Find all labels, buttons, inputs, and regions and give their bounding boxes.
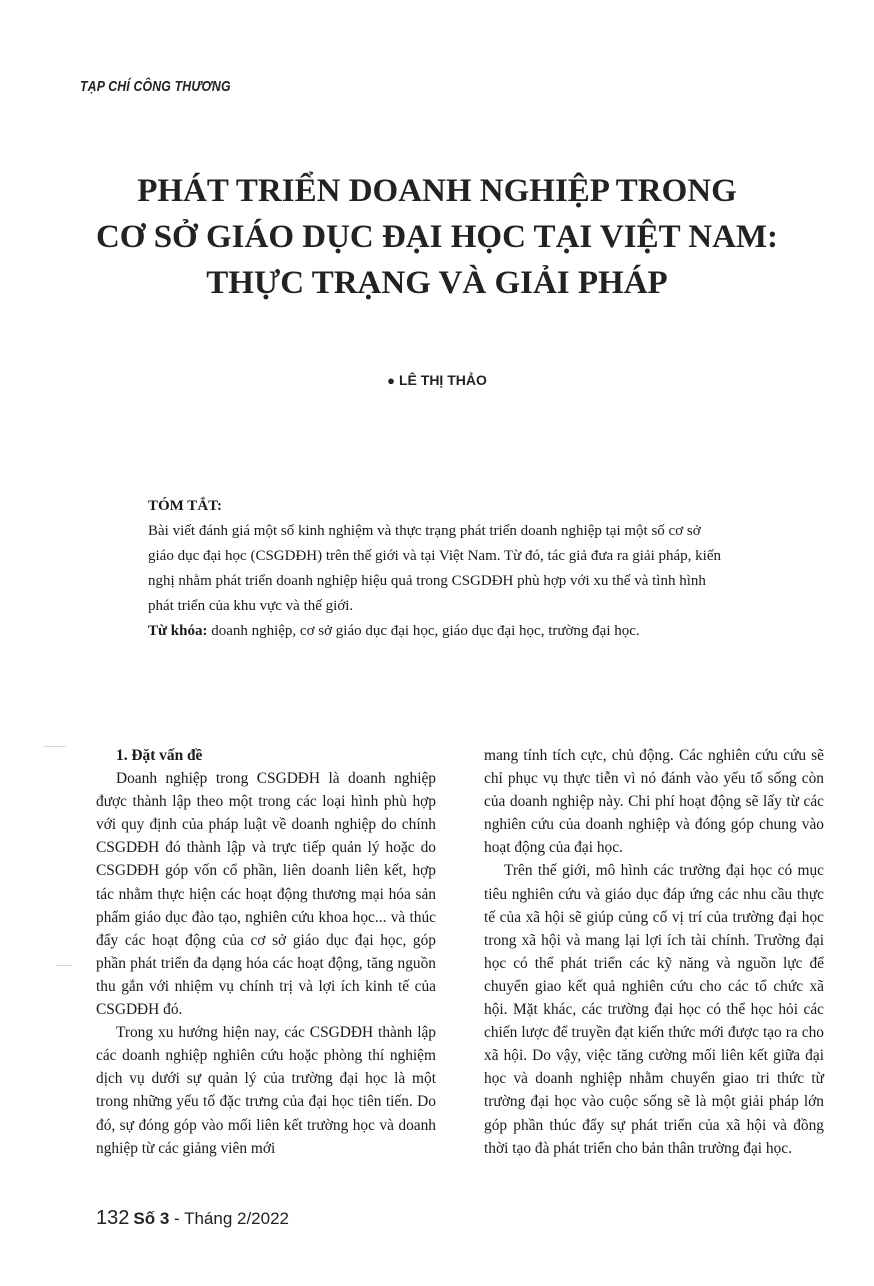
title-line-2: CƠ SỞ GIÁO DỤC ĐẠI HỌC TẠI VIỆT NAM: xyxy=(95,219,779,255)
body-column-right xyxy=(484,744,824,1160)
paragraph: Trong xu hướng hiện nay, các CSGDĐH thành lập các doanh nghiệp nghiên cứu hoặc phòng thí nghiệm dịch vụ dưới sự quản lý của trường đại học là một trong những yếu tố đặc trưng của đại học tiên tiến. Do đó, sự đóng góp vào mối liên kết trường học và doanh nghiệp từ các giảng viên mới xyxy=(96,1024,436,1157)
paragraph: Trên thế giới, mô hình các trường đại học có mục tiêu nghiên cứu và giáo dục đáp ứng các nhu cầu thực tế của xã hội sẽ giúp củng cố vị trí của trường đại học trong xã hội và mang lại lợi ích tài chính. Trường đại học có thể phát triển các kỹ năng và nguồn lực để chuyển giao kết quả nghiên cứu cho các tổ chức xã hội. Mặt khác, các trường đại học có thể học hỏi các chiến lược để truyền đạt kiến thức mới được tạo ra cho xã hội. Do vậy, việc tăng cường mối liên kết giữa đại học và doanh nghiệp nhằm chuyển giao tri thức từ trường đại học vào cuộc sống sẽ là một giải pháp lớn góp phần thúc đẩy sự phát triển của xã hội và đồng thời tạo đà phát triển cho bản thân trường đại học. xyxy=(484,862,824,1157)
abstract-body: Bài viết đánh giá một số kinh nghiệm và thực trạng phát triển doanh nghiệp tại một số cơ sở giáo dục đại học (CSGDĐH) trên thế giới và tại Việt Nam. Từ đó, tác giả đưa ra giải pháp, kiến nghị nhằm phát triển doanh nghiệp hiệu quả trong CSGDĐH phù hợp với xu thế và tình hình phát triển của khu vực và thế giới. xyxy=(148,523,722,614)
abstract xyxy=(148,494,726,644)
author-name: LÊ THỊ THẢO xyxy=(398,372,487,388)
keywords xyxy=(148,619,726,644)
issue-number: Số 3 xyxy=(133,1209,170,1228)
keywords-text: doanh nghiệp, cơ sở giáo dục đại học, giáo dục đại học, trường đại học. xyxy=(207,623,640,639)
margin-mark xyxy=(56,965,72,966)
issue-date: - Tháng 2/2022 xyxy=(169,1209,290,1228)
journal-name: TẠP CHÍ CÔNG THƯƠNG xyxy=(80,78,231,95)
bullet-icon: ● xyxy=(387,373,395,388)
margin-mark xyxy=(44,746,66,747)
paragraph: Doanh nghiệp trong CSGDĐH là doanh nghiệp được thành lập theo một trong các loại hình phù hợp với quy định của pháp luật về doanh nghiệp do chính CSGDĐH đó thành lập và trực tiếp quản lý hoặc do CSGDĐH góp vốn cổ phần, liên doanh liên kết, hợp tác nhằm thực hiện các hoạt động thương mại hóa sản phẩm giáo dục đào tạo, nghiên cứu khoa học... và thúc đẩy các hoạt động của cơ sở giáo dục đại học, góp phần phát triển đa dạng hóa các hoạt động, tăng nguồn thu gắn với nhiệm vụ chính trị và lợi ích kinh tế của CSGDĐH đó. xyxy=(96,770,436,1019)
title-line-1: PHÁT TRIỂN DOANH NGHIỆP TRONG xyxy=(137,173,737,209)
paragraph-continuation: mang tính tích cực, chủ động. Các nghiên cứu cứu sẽ chỉ phục vụ thực tiễn vì nó đánh vào yếu tố sống còn của doanh nghiệp này. Chi phí hoạt động sẽ lấy từ các nghiên cứu của doanh nghiệp và đóng góp chung vào hoạt động của đại học. xyxy=(484,747,824,857)
page-footer xyxy=(96,1207,289,1230)
abstract-text xyxy=(148,519,726,619)
title-line-3: THỰC TRẠNG VÀ GIẢI PHÁP xyxy=(206,265,668,301)
body-column-left xyxy=(96,744,436,1160)
article-title xyxy=(60,168,814,306)
section-heading: 1. Đặt vấn đề xyxy=(116,747,203,764)
page-number: 132 xyxy=(96,1207,130,1229)
keywords-label: Từ khóa: xyxy=(148,623,208,639)
abstract-heading: TÓM TẮT: xyxy=(148,498,223,514)
author-line xyxy=(0,372,874,388)
